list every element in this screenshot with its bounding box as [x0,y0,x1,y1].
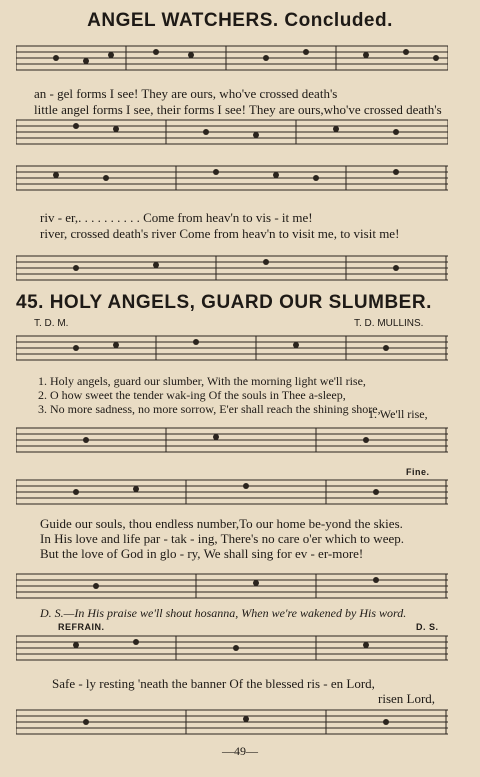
verse-line: 1. Holy angels, guard our slumber, With the morning light we'll rise, [38,374,366,388]
lyric-line: river, crossed death's river Come from heav'n to visit me, to visit me! [40,226,400,241]
lyric-line: riv - er,. . . . . . . . . . Come from heav'n to vis - it me! [40,210,313,225]
bass-staff [16,250,448,284]
staff-lines [16,568,448,602]
bass-cue: 1. We'll rise, [368,407,428,421]
refrain-lyric: Safe - ly resting 'neath the banner Of the blessed ris - en Lord, [52,676,375,691]
page-number: —49— [222,744,258,758]
bass-staff [16,114,448,148]
bass-staff [16,568,448,602]
refrain-label: REFRAIN. [58,622,105,632]
bass-staff [16,704,448,738]
treble-staff [16,474,448,508]
treble-staff [16,330,448,364]
words-credit: T. D. M. [34,318,69,329]
ds-line: D. S.—In His praise we'll shout hosanna, When we're wakened by His word. [40,606,407,620]
refrain-bass-lyric: risen Lord, [378,691,436,706]
staff-lines [16,40,448,74]
staff-lines [16,250,448,284]
lyric-line: an - gel forms I see! They are ours, who've crossed death's [34,86,338,101]
ds-marking: D. S. [416,622,439,632]
verse-line: 2. O how sweet the tender wak-ing Of the souls in Thee a-sleep, [38,388,346,402]
hymn-title: 45. HOLY ANGELS, GUARD OUR SLUMBER. [16,292,432,313]
treble-staff [16,160,448,194]
lyric-line: In His love and life par - tak - ing, There's no care o'er which to weep. [40,531,404,546]
staff-lines [16,330,448,364]
bass-staff [16,422,448,456]
lyric-line: little angel forms I see, their forms I see! They are ours,who've crossed death's [34,102,442,117]
treble-staff [16,630,448,664]
staff-lines [16,474,448,508]
continued-title: ANGEL WATCHERS. Concluded. [87,10,393,31]
staff-lines [16,160,448,194]
lyric-line: Guide our souls, thou endless number,To our home be-yond the skies. [40,516,403,531]
staff-lines [16,114,448,148]
verse-line: 3. No more sadness, no more sorrow, E'er shall reach the shining shore, [38,402,381,416]
treble-staff [16,40,448,74]
staff-lines [16,422,448,456]
lyric-line: But the love of God in glo - ry, We shall sing for ev - er-more! [40,546,364,561]
fine-marking: Fine. [406,467,430,477]
music-credit: T. D. MULLINS. [354,318,424,329]
staff-lines [16,630,448,664]
staff-lines [16,704,448,738]
